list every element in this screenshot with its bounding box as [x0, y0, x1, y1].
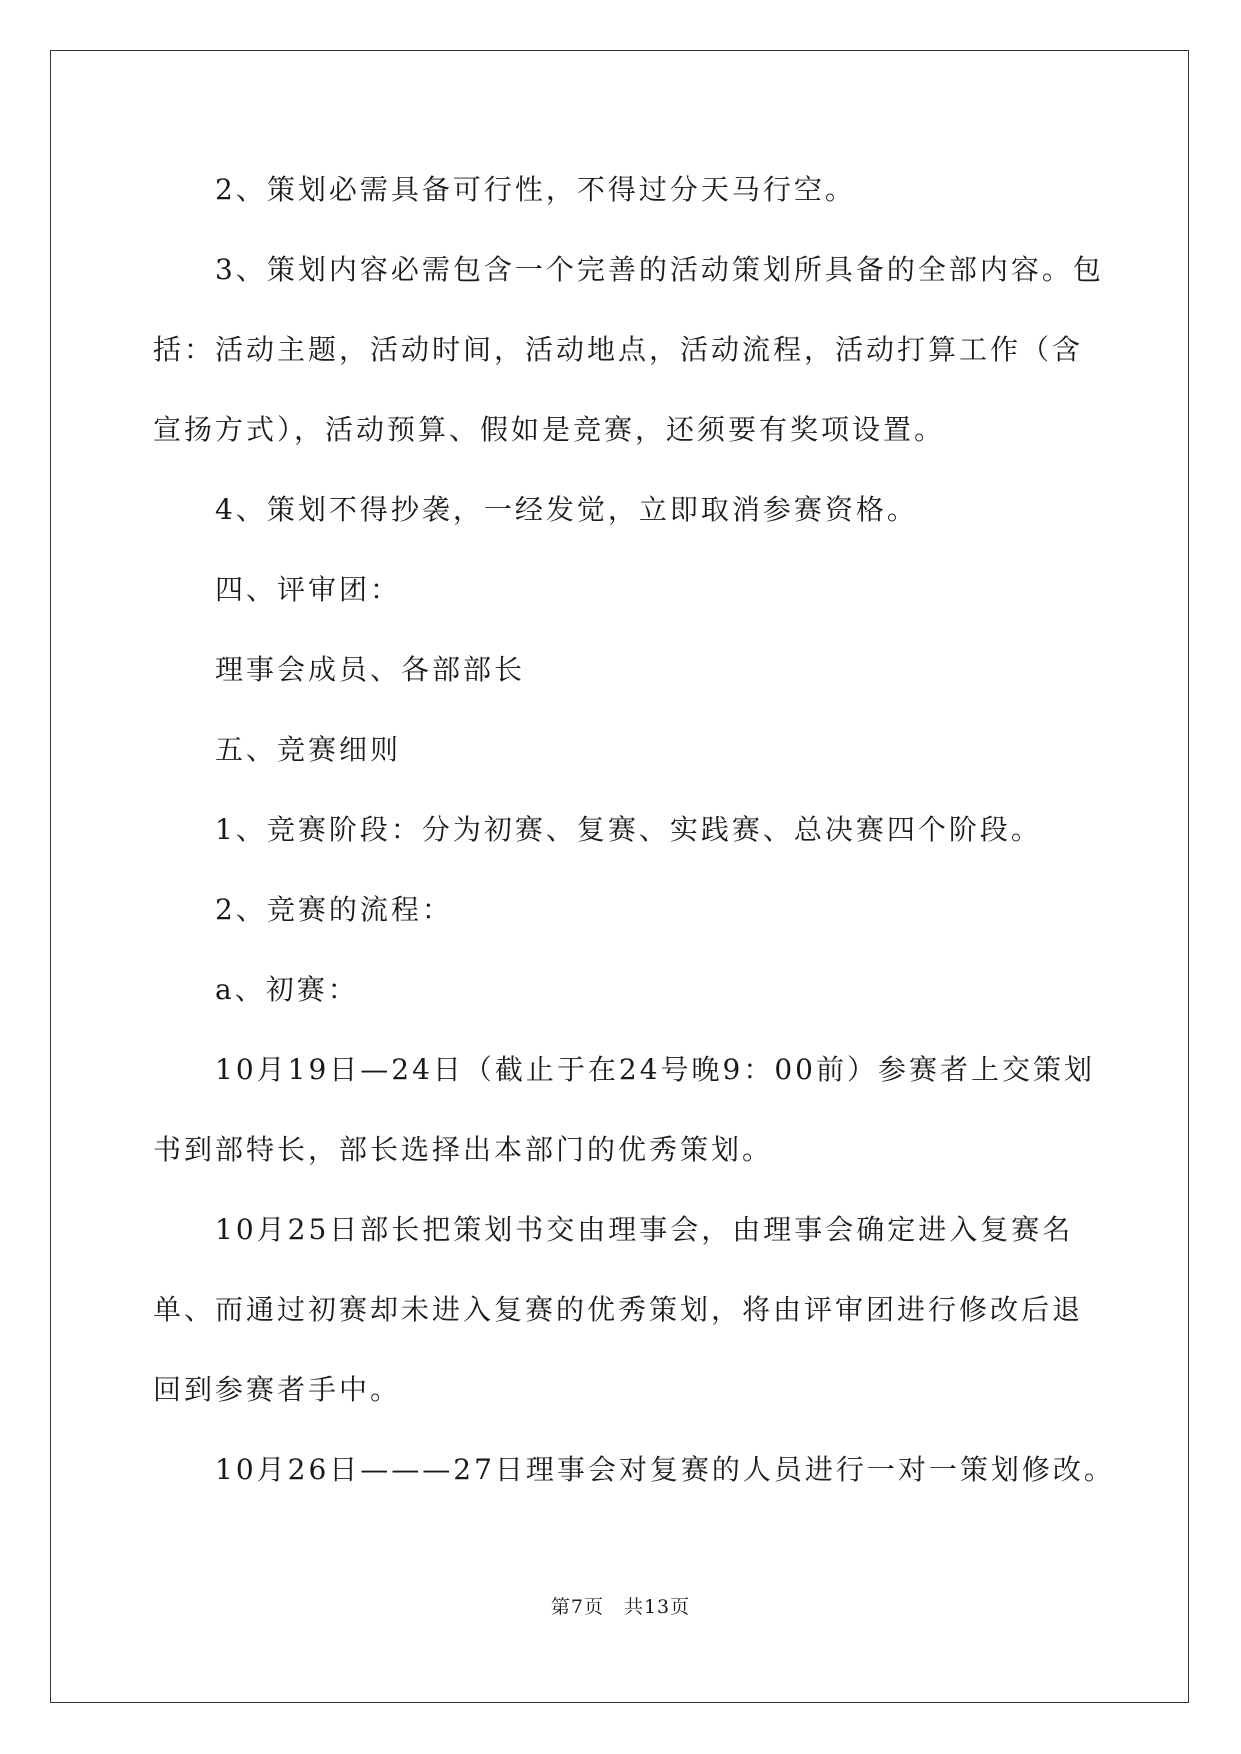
paragraph	[153, 1190, 1150, 1270]
text-line: 单、而通过初赛却未进入复赛的优秀策划，将由评审团进行修改后退	[153, 1293, 1084, 1326]
text-line: 四、评审团：	[215, 573, 402, 606]
paragraph	[153, 150, 1150, 230]
text-line: 10月25日部长把策划书交由理事会，由理事会确定进入复赛名	[215, 1213, 1074, 1246]
section-heading	[153, 710, 1150, 790]
paragraph	[153, 470, 1150, 550]
paragraph	[153, 790, 1150, 870]
paragraph	[153, 630, 1150, 710]
text-line: 10月26日———27日理事会对复赛的人员进行一对一策划修改。	[215, 1453, 1115, 1486]
text-line: 回到参赛者手中。	[153, 1373, 402, 1406]
paragraph	[153, 1430, 1150, 1510]
text-line: a、初赛：	[215, 973, 359, 1006]
text-line: 1、竞赛阶段：分为初赛、复赛、实践赛、总决赛四个阶段。	[215, 813, 1042, 846]
page-number-footer: 第7页 共13页	[550, 1596, 691, 1618]
paragraph	[153, 870, 1150, 950]
paragraph-continuation	[153, 1350, 1088, 1430]
text-line: 理事会成员、各部部长	[215, 653, 526, 686]
paragraph	[153, 1030, 1150, 1110]
text-line: 2、竞赛的流程：	[215, 893, 453, 926]
paragraph-continuation	[153, 1110, 1088, 1190]
paragraph-continuation	[153, 390, 1088, 470]
text-line: 书到部特长，部长选择出本部门的优秀策划。	[153, 1133, 774, 1166]
text-line: 3、策划内容必需包含一个完善的活动策划所具备的全部内容。包	[215, 253, 1104, 286]
text-line: 五、竞赛细则	[215, 733, 402, 766]
paragraph	[153, 950, 1150, 1030]
text-line: 4、策划不得抄袭，一经发觉，立即取消参赛资格。	[215, 493, 918, 526]
paragraph-continuation	[153, 310, 1088, 390]
section-heading	[153, 550, 1150, 630]
text-line: 2、策划必需具备可行性，不得过分天马行空。	[215, 173, 856, 206]
text-line: 括：活动主题，活动时间，活动地点，活动流程，活动打算工作（含	[153, 333, 1084, 366]
text-line: 宣扬方式），活动预算、假如是竞赛，还须要有奖项设置。	[153, 413, 946, 446]
text-line: 10月19日—24日（截止于在24号晚9：00前）参赛者上交策划	[215, 1053, 1095, 1086]
paragraph-continuation	[153, 1270, 1088, 1350]
paragraph	[153, 230, 1150, 310]
